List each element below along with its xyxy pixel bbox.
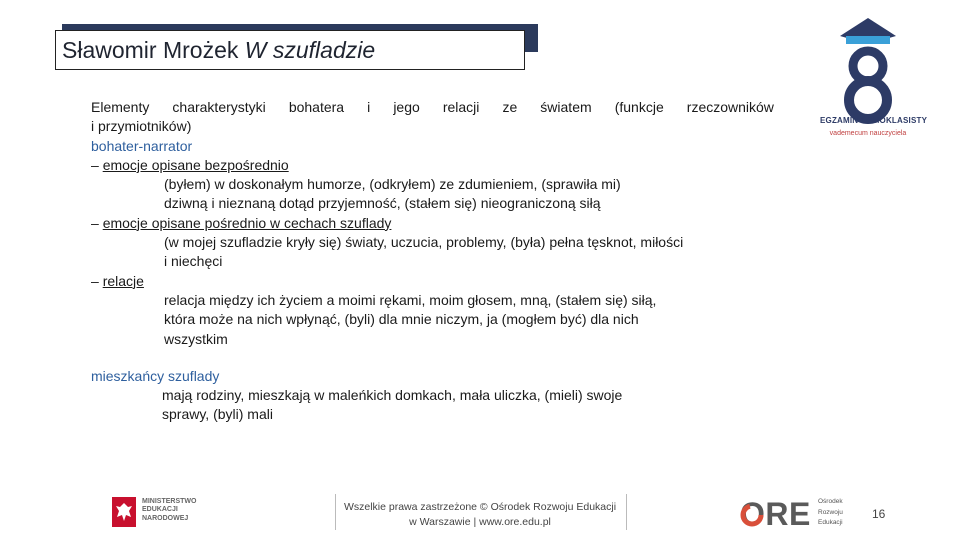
- item-detail-line: wszystkim: [164, 330, 228, 347]
- section-detail-line: mają rodziny, mieszkają w maleńkich domkach, mała uliczka, (mieli) swoje: [162, 387, 623, 404]
- ministry-line: MINISTERSTWO: [142, 498, 197, 505]
- eagle-emblem-icon: [112, 497, 136, 527]
- item-prefix: –: [91, 214, 103, 231]
- intro-word: rzeczowników: [686, 99, 774, 115]
- spacer: [91, 349, 774, 367]
- ministry-name: [142, 498, 196, 523]
- page-title: [62, 37, 375, 64]
- title-box: [55, 30, 525, 70]
- intro-line-1: [91, 98, 774, 117]
- intro-word: Elementy: [91, 99, 150, 115]
- item-label: emocje opisane pośrednio w cechach szuflady: [102, 214, 392, 231]
- ore-logo: [740, 494, 860, 530]
- logo-caption-bottom: vademecum nauczyciela: [829, 130, 907, 137]
- section-title-inhabitants: mieszkańcy szuflady: [91, 367, 220, 384]
- ministry-logo: [112, 497, 232, 527]
- item-detail-line: (w mojej szufladzie kryły się) światy, uczucia, problemy, (była) pełna tęsknot, miłości: [164, 234, 684, 251]
- item-detail-line: która może na nich wpłynąć, (byli) dla mnie niczym, ja (mogłem być) dla nich: [164, 311, 639, 328]
- intro-word: ze: [502, 99, 518, 115]
- copyright-line: w Warszawie | www.ore.edu.pl: [409, 516, 551, 528]
- item-prefix: –: [91, 156, 103, 173]
- ministry-line: NARODOWEJ: [142, 514, 189, 522]
- section-title-narrator: bohater-narrator: [91, 137, 193, 154]
- copyright-line: Wszelkie prawa zastrzeżone © Ośrodek Rozwoju Edukacji: [343, 501, 617, 513]
- item-prefix: –: [91, 272, 103, 289]
- item-detail-line: (byłem) w doskonałym humorze, (odkryłem) ze zdumieniem, (sprawiła mi): [164, 176, 621, 193]
- intro-word: i: [367, 99, 371, 115]
- main-content: [91, 98, 774, 425]
- intro-word: światem: [540, 99, 592, 115]
- title-author: Sławomir Mrożek: [62, 37, 245, 63]
- copyright: [335, 500, 625, 530]
- intro-word: charakterystyki: [172, 99, 266, 115]
- section-detail-line: sprawy, (byli) mali: [162, 406, 273, 423]
- page-number: 16: [872, 507, 886, 521]
- intro-word: jego: [393, 99, 420, 115]
- item-label: relacje: [102, 272, 144, 289]
- ore-ring-icon: [740, 503, 764, 527]
- intro-word: relacji: [442, 99, 480, 115]
- footer-divider: [626, 494, 627, 530]
- intro-line-2: i przymiotników): [91, 118, 192, 135]
- item-detail-line: relacja między ich życiem a moimi rękami, moim głosem, mną, (stałem się) siłą,: [164, 291, 657, 308]
- item-emotions-indirect: [91, 214, 774, 233]
- item-detail-line: i niechęci: [164, 253, 223, 270]
- title-work: W szufladzie: [244, 37, 376, 63]
- item-relations: [91, 272, 774, 291]
- ore-fullname: [818, 497, 843, 529]
- ore-fullname-line: Ośrodek: [818, 498, 843, 505]
- logo-caption-top: EGZAMIN ÓSMOKLASISTY: [820, 116, 928, 125]
- ore-wordmark: ORE: [740, 496, 811, 532]
- intro-word: (funkcje: [614, 99, 664, 115]
- item-emotions-direct: [91, 156, 774, 175]
- item-detail-line: dziwną i nieznaną dotąd przyjemność, (stałem się) nieograniczoną siłą: [164, 195, 601, 212]
- ministry-line: EDUKACJI: [142, 506, 178, 514]
- item-label: emocje opisane bezpośrednio: [102, 156, 289, 173]
- ore-fullname-line: Rozwoju: [818, 508, 843, 516]
- ore-fullname-line: Edukacji: [818, 519, 843, 526]
- intro-word: bohatera: [288, 99, 345, 115]
